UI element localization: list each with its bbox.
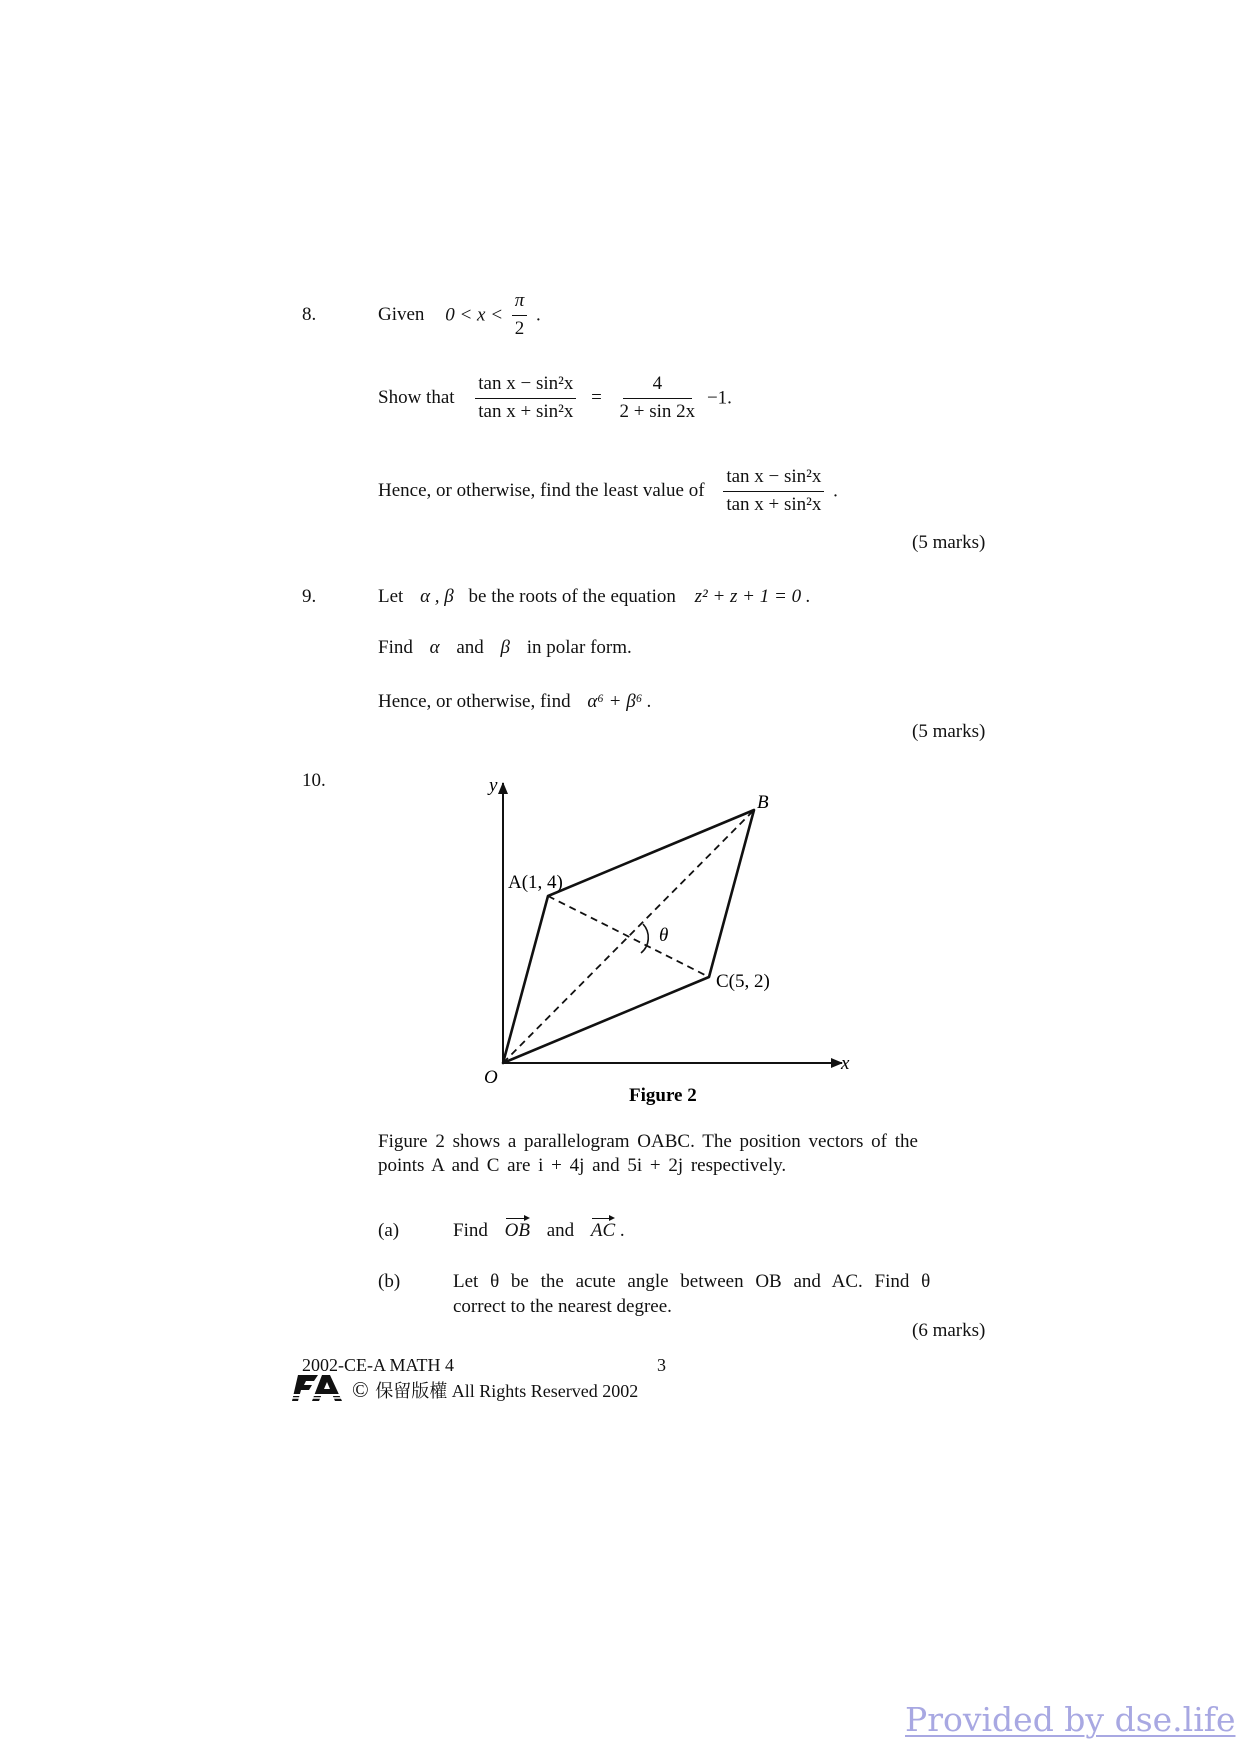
footer-page-number: 3: [657, 1355, 666, 1375]
q8-rhs-tail: −1.: [706, 387, 732, 409]
vector-ob: OB: [505, 1216, 530, 1242]
q10-number: 10.: [302, 770, 326, 791]
footer-copyright: [352, 1377, 638, 1403]
q8-hence-period: .: [833, 480, 838, 502]
q9-let-label: Let: [378, 586, 404, 607]
q10-part-b-line2: correct to the nearest degree.: [453, 1296, 672, 1317]
q9-expr: α⁶ + β⁶ .: [587, 691, 652, 712]
q8-given-label: Given: [378, 304, 425, 326]
q8-marks: (5 marks): [912, 532, 986, 553]
q8-pi: π: [512, 291, 528, 316]
q8-rhs-den: 2 + sin 2x: [619, 400, 696, 422]
diagonal-ac: [548, 896, 709, 977]
q9-roots-text: be the roots of the equation: [468, 586, 676, 607]
q9-polar: in polar form.: [526, 637, 632, 658]
q8-expr-den: tan x + sin²x: [726, 493, 822, 515]
q10-part-a-end: .: [619, 1220, 625, 1241]
footer-code: 2002-CE-A MATH 4: [302, 1355, 454, 1375]
q9-roots: α , β: [420, 586, 454, 607]
q8-given-lhs: 0 < x <: [445, 304, 504, 326]
q9-hence-text: Hence, or otherwise, find: [378, 691, 571, 712]
q9-alpha: α: [429, 637, 440, 658]
q8-hence-text: Hence, or otherwise, find the least value of: [378, 480, 705, 502]
q9-equation: z² + z + 1 = 0 .: [694, 586, 811, 607]
q8-expr-num: tan x − sin²x: [723, 467, 824, 492]
q10-description-line1: Figure 2 shows a parallelogram OABC. The position vectors of the: [378, 1131, 918, 1152]
copyright-icon: ©: [352, 1377, 369, 1402]
vector-ac: AC: [591, 1216, 615, 1242]
hkeaa-logo: [292, 1373, 348, 1403]
q8-number: 8.: [302, 304, 317, 325]
theta-arc: [641, 924, 648, 953]
label-y: y: [489, 775, 498, 796]
q10-part-b-label: (b): [378, 1271, 401, 1292]
label-c: C(5, 2): [716, 971, 770, 992]
q8-two: 2: [514, 317, 525, 339]
label-x: x: [841, 1053, 850, 1074]
q8-given-period: .: [536, 304, 541, 326]
q10-part-a-find: Find: [453, 1220, 488, 1241]
label-theta: θ: [659, 925, 669, 946]
q9-and: and: [456, 637, 484, 658]
q10-part-b-line1: Let θ be the acute angle between OB and AC. Find θ: [453, 1271, 931, 1292]
label-o: O: [484, 1067, 498, 1088]
q9-number: 9.: [302, 586, 317, 607]
q10-part-a: [453, 1216, 625, 1242]
figure-caption: Figure 2: [629, 1085, 697, 1106]
q10-part-a-label: (a): [378, 1220, 400, 1241]
q10-part-a-and: and: [546, 1220, 575, 1241]
footer-rights: 保留版權 All Rights Reserved 2002: [375, 1381, 639, 1401]
q10-marks: (6 marks): [912, 1320, 986, 1341]
watermark[interactable]: Provided by dse.life: [905, 1700, 1236, 1739]
q9-marks: (5 marks): [912, 721, 986, 742]
q8-equals: =: [591, 387, 602, 409]
label-b: B: [757, 792, 769, 813]
q9-beta: β: [500, 637, 510, 658]
q8-show-label: Show that: [378, 387, 455, 409]
q8-rhs-num: 4: [623, 374, 693, 399]
q8-lhs-num: tan x − sin²x: [475, 374, 576, 399]
q9-find-label: Find: [378, 637, 413, 658]
q8-lhs-den: tan x + sin²x: [478, 400, 574, 422]
label-a: A(1, 4): [508, 872, 563, 893]
q10-description-line2: points A and C are i + 4j and 5i + 2j respectively.: [378, 1155, 787, 1176]
